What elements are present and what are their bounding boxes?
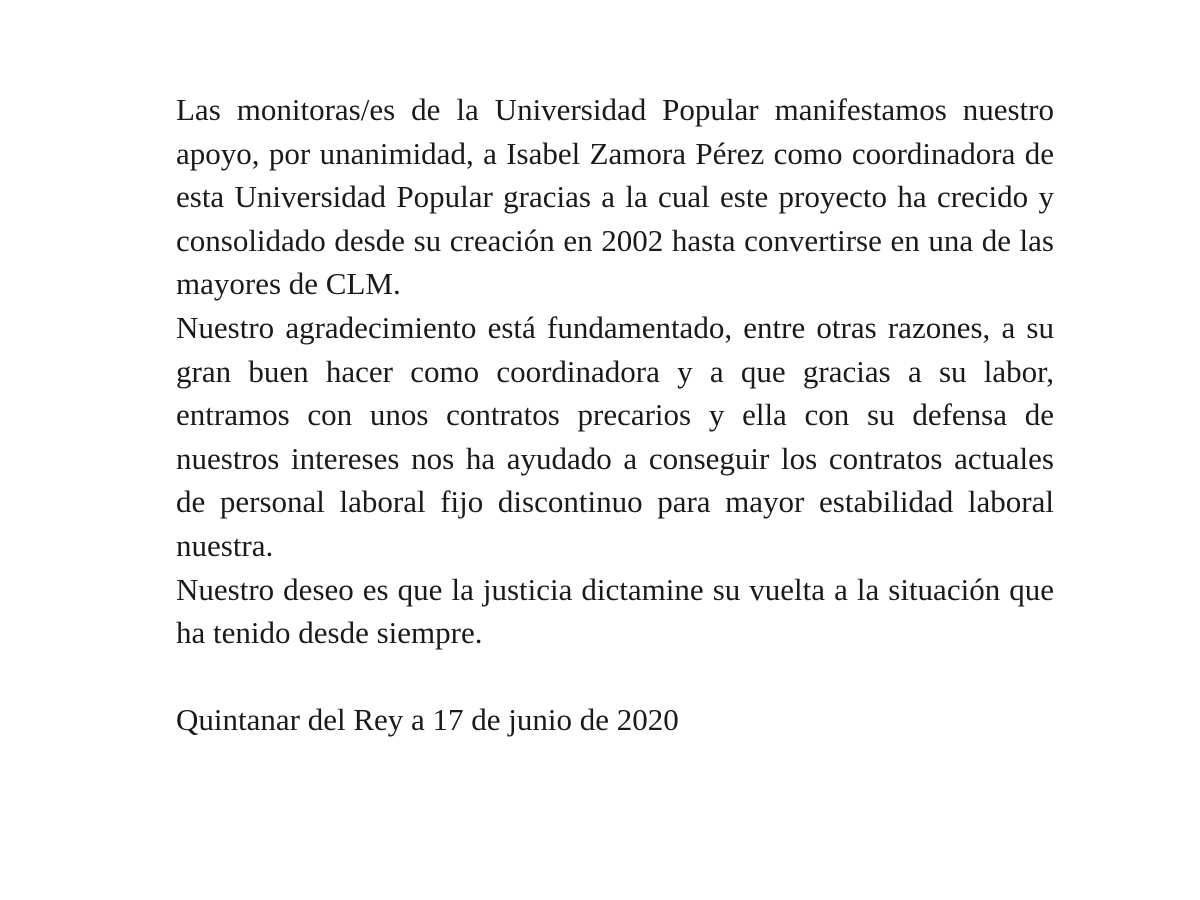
- paragraph-gratitude: Nuestro agradecimiento está fundamentado, entre otras razones, a su gran buen hacer como coordinadora y a que gracias a su labor, entramos con unos contratos precarios y ella con su defensa de nuestros intereses nos ha ayudado a conseguir los contratos actuales de personal laboral fijo discontinuo para mayor estabilidad laboral nuestra.: [176, 309, 1054, 563]
- place-and-date: Quintanar del Rey a 17 de junio de 2020: [176, 701, 679, 737]
- paragraph-support-statement: Las monitoras/es de la Universidad Popular manifestamos nuestro apoyo, por unanimidad, a Isabel Zamora Pérez como coordinadora de esta Universidad Popular gracias a la cual este proyecto ha crecido y consolidado desde su creación en 2002 hasta convertirse en una de las mayores de CLM.: [176, 92, 1054, 302]
- paragraph-wish: Nuestro deseo es que la justicia dictamine su vuelta a la situación que ha tenido desde siempre.: [176, 571, 1054, 651]
- letter-body: [176, 88, 1054, 741]
